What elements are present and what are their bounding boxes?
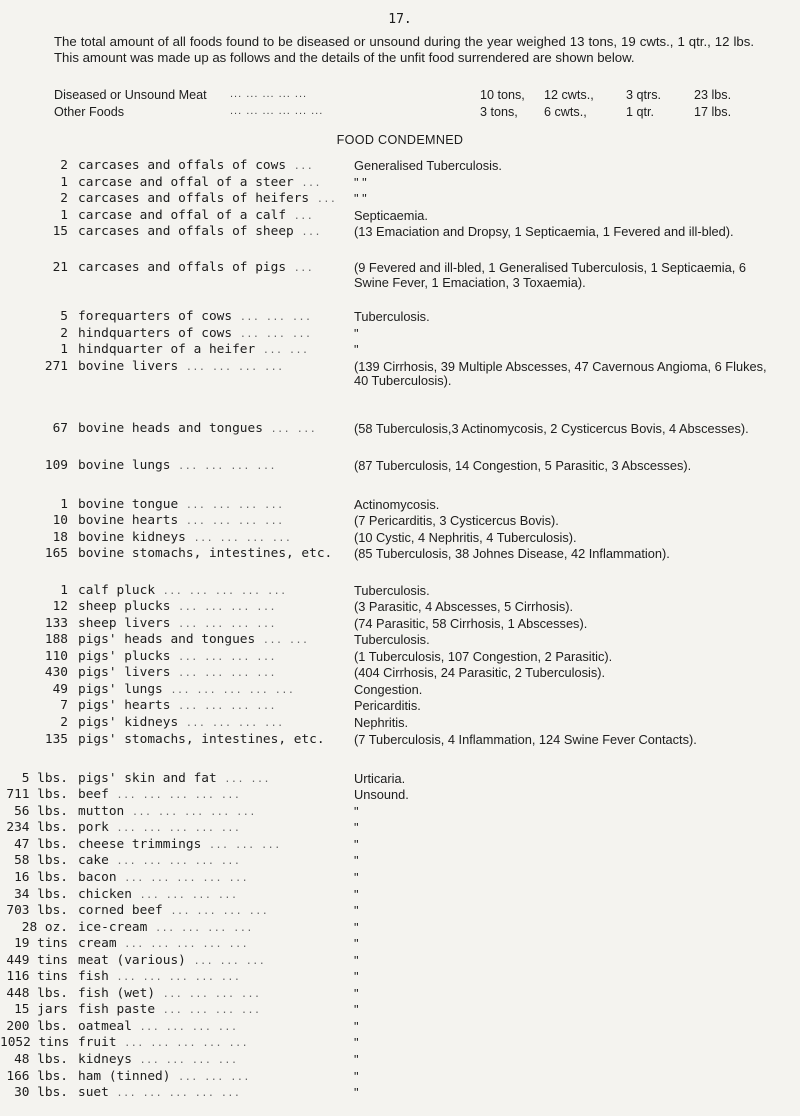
table-row [0,514,800,531]
item-label: mutton [78,803,125,819]
quantity-cell: 110 [44,648,68,664]
quantity-cell: 5 lbs. [21,770,68,786]
table-row [0,310,800,327]
item-label: carcases and offals of pigs [78,260,287,276]
quantity-cell: 116 tins [6,969,68,985]
cause-cell: (85 Tuberculosis, 38 Johnes Disease, 42 Inflammation). [354,546,670,562]
leader-dots: ... ... ... ... [155,922,253,934]
item-cell [78,854,328,870]
item-cell [78,772,328,788]
cause-cell: " [354,919,359,935]
table-row [0,716,800,733]
item-label: bovine heads and tongues [78,421,263,437]
summary-block [54,88,774,122]
quantity-cell: 109 [44,457,68,473]
item-label: ice-cream [78,919,148,935]
item-label: pigs' plucks [78,648,171,664]
table-row [0,261,800,310]
quantity-cell: 133 [44,615,68,631]
cause-cell: (7 Tuberculosis, 4 Inflammation, 124 Swine Fever Contacts). [354,731,697,747]
table-row [0,159,800,176]
item-cell [78,422,328,438]
cause-cell: " [354,1002,359,1018]
cause-cell: " " [354,191,367,207]
summary-qtrs: 1 qtr. [626,105,655,119]
section-title: FOOD CONDEMNED [336,133,464,147]
quantity-cell: 430 [44,665,68,681]
item-label: carcase and offal of a calf [78,207,287,223]
item-cell [78,970,328,986]
table-row [0,343,800,360]
leader-dots: ... [301,227,322,239]
quantity-cell: 1 [60,207,68,223]
item-cell [78,159,328,175]
cause-cell: (139 Cirrhosis, 39 Multiple Abscesses, 47 Cavernous Angioma, 6 Flukes, 40 Tuberculosis). [354,358,767,389]
summary-label: Other Foods [54,105,124,119]
table-row [0,531,800,548]
quantity-cell: 188 [44,632,68,648]
item-label: pigs' skin and fat [78,770,217,786]
summary-lbs: 17 lbs. [694,105,732,119]
quantity-cell: 2 [60,325,68,341]
quantity-cell: 16 lbs. [14,869,68,885]
table-row [0,633,800,650]
cause-cell: (9 Fevered and ill-bled, 1 Generalised Tuberculosis, 1 Septicaemia, 6 Swine Fever, 1 Emaciation, 3 Toxaemia). [354,260,746,291]
item-label: beef [78,787,109,803]
quantity-cell: 271 [44,358,68,374]
leader-dots: ... [293,161,314,172]
leader-dots: ... ... ... ... ... [162,585,287,597]
table-row [0,838,800,855]
item-cell [78,1070,328,1086]
item-cell [78,546,333,563]
item-label: cream [78,936,117,952]
item-cell [78,600,328,616]
leader-dots: ... ... ... ... [185,499,284,511]
item-label: calf pluck [78,582,156,598]
leader-dots: ... ... ... ... [162,988,261,1000]
leader-dots: ... [293,210,314,222]
leader-dots: ... ... ... ... [178,618,276,630]
item-label: fruit [78,1035,117,1051]
item-label: suet [78,1085,109,1101]
table-row [0,547,800,583]
item-cell [78,584,328,600]
intro-paragraph: The total amount of all foods found to be diseased or unsound during the year weighed 13 tons, 19 cwts., 1 qtr., 12 lbs. This amount was made up as follows and the details of the unfit food surrendered are shown below. [54,34,754,65]
item-cell [78,1003,328,1019]
leader-dots: ... ... ... ... ... [170,684,295,696]
item-cell [78,838,328,854]
item-cell [78,633,328,649]
quantity-cell: 2 [60,158,68,173]
quantity-cell: 1 [60,496,68,512]
cause-cell: " [354,1035,359,1051]
leader-dots: ... [301,177,322,189]
quantity-cell: 49 [52,681,68,697]
cause-cell: " [354,342,359,358]
item-cell [78,921,328,937]
table-row [0,666,800,683]
cause-cell: Nephritis. [354,714,409,730]
quantity-cell: 166 lbs. [6,1068,68,1084]
leader-dots: ... ... ... ... ... [131,806,256,818]
table-row [0,970,800,987]
leader-dots: ... ... ... ... ... [116,1088,241,1100]
leader-dots: ... ... ... [209,839,281,851]
table-row [0,871,800,888]
leader-dots: ... ... ... ... [185,361,284,373]
item-label: cake [78,853,109,869]
leader-dots: ... ... ... ... [170,906,269,918]
item-label: pigs' lungs [78,681,163,697]
quantity-cell: 1 [60,342,68,358]
leader-dots: ... ... ... ... ... [124,872,249,884]
item-cell [78,261,328,277]
cause-cell: (87 Tuberculosis, 14 Congestion, 5 Parasitic, 3 Abscesses). [354,457,692,473]
item-label: carcases and offals of cows [78,158,287,173]
quantity-cell: 200 lbs. [6,1018,68,1034]
quantity-cell: 15 [52,224,68,240]
quantity-cell: 15 jars [14,1002,68,1018]
leader-dots: ... ... ... ... [185,516,284,528]
summary-dots: ... ... ... ... ... [230,88,308,100]
cause-cell: " [354,325,359,341]
cause-cell: " [354,820,359,836]
item-label: fish [78,969,109,985]
table-row [0,360,800,423]
item-cell [78,209,328,225]
cause-cell: Congestion. [354,681,423,697]
leader-dots: ... ... ... ... ... [116,972,241,984]
cause-cell: " [354,869,359,885]
item-label: carcases and offals of heifers [78,191,310,207]
quantity-cell: 48 lbs. [14,1051,68,1067]
cause-cell: Tuberculosis. [354,582,430,598]
item-label: carcases and offals of sheep [78,224,294,240]
leader-dots: ... [316,194,337,206]
leader-dots: ... ... ... ... [139,1021,238,1033]
quantity-cell: 10 [52,513,68,529]
cause-cell: (74 Parasitic, 58 Cirrhosis, 1 Abscesses). [354,615,588,631]
cause-cell: " [354,853,359,869]
quantity-cell: 135 [44,731,68,747]
cause-cell: Unsound. [354,787,409,803]
quantity-cell: 703 lbs. [6,903,68,919]
quantity-cell: 449 tins [6,952,68,968]
quantity-cell: 2 [60,191,68,207]
item-label: bovine tongue [78,496,179,512]
table-row [0,209,800,226]
table-row [0,821,800,838]
item-label: pigs' stomachs, intestines, etc. [78,731,325,747]
leader-dots: ... [293,263,314,275]
summary-row-other [54,105,774,122]
item-cell [78,788,328,804]
cause-cell: " [354,886,359,902]
cause-cell: " [354,903,359,919]
item-cell [78,191,337,208]
leader-dots: ... ... ... ... [162,1005,261,1017]
cause-cell: " " [354,174,367,190]
table-row [0,954,800,971]
item-label: kidneys [78,1051,132,1067]
table-row [0,1020,800,1037]
leader-dots: ... ... [262,635,309,647]
item-cell [78,805,328,821]
leader-dots: ... ... ... ... [178,651,276,663]
summary-cwts: 12 cwts., [544,88,594,102]
leader-dots: ... ... ... ... ... [124,939,249,951]
item-cell [78,225,328,241]
item-cell [78,176,328,192]
item-cell [78,821,328,837]
item-label: pigs' livers [78,665,171,681]
cause-cell: (58 Tuberculosis,3 Actinomycosis, 2 Cysticercus Bovis, 4 Abscesses). [354,421,749,437]
cause-cell: " [354,1085,359,1101]
item-cell [78,514,328,530]
item-label: forequarters of cows [78,309,233,325]
table-row [0,904,800,921]
leader-dots: ... ... ... ... [178,602,276,614]
cause-cell: Tuberculosis. [354,309,430,325]
item-cell [78,498,328,514]
table-row [0,987,800,1004]
quantity-cell: 7 [60,698,68,714]
summary-label: Diseased or Unsound Meat [54,88,207,102]
leader-dots: ... ... ... ... ... [116,790,241,802]
quantity-cell: 58 lbs. [14,853,68,869]
summary-cwts: 6 cwts., [544,105,587,119]
quantity-cell: 1052 tins [0,1035,70,1051]
item-label: bovine stomachs, intestines, etc. [78,546,333,562]
table-row [0,600,800,617]
item-label: pigs' kidneys [78,714,179,730]
leader-dots: ... ... ... ... ... [124,1038,249,1050]
item-cell [78,343,328,359]
item-cell [78,954,328,970]
quantity-cell: 711 lbs. [6,787,68,803]
table-row [0,921,800,938]
table-row [0,772,800,789]
leader-dots: ... ... ... ... [178,460,276,472]
cause-cell: Actinomycosis. [354,496,440,512]
cause-cell: (13 Emaciation and Dropsy, 1 Septicaemia, 1 Fevered and ill-bled). [354,224,734,240]
leader-dots: ... ... ... [239,312,312,324]
table-row [0,854,800,871]
page-number: 17. [388,12,412,27]
item-label: bovine livers [78,358,179,374]
quantity-cell: 19 tins [14,936,68,952]
item-label: bacon [78,869,117,885]
cause-cell: Urticaria. [354,770,406,786]
item-label: chicken [78,886,132,902]
table-row [0,683,800,700]
item-cell [78,733,328,749]
item-cell [78,327,328,343]
cause-cell: " [354,1018,359,1034]
table-row [0,584,800,601]
table-row [0,1036,800,1053]
leader-dots: ... ... ... ... [178,701,276,713]
item-label: bovine lungs [78,457,171,473]
table-row [0,1053,800,1070]
cause-cell: " [354,836,359,852]
item-cell [78,716,328,732]
quantity-cell: 67 [52,421,68,437]
leader-dots: ... ... ... ... ... [116,856,241,868]
cause-cell: " [354,952,359,968]
quantity-cell: 28 oz. [21,919,68,935]
item-cell [78,871,328,887]
leader-dots: ... ... ... [178,1071,250,1083]
summary-tons: 10 tons, [480,88,525,102]
item-label: corned beef [78,903,163,919]
leader-dots: ... ... [270,424,317,436]
quantity-cell: 2 [60,714,68,730]
item-label: sheep plucks [78,599,171,615]
item-label: pork [78,820,109,836]
table-row [0,176,800,193]
table-row [0,1086,800,1103]
table-row [0,498,800,515]
item-cell [78,1020,328,1036]
item-label: sheep livers [78,615,171,631]
table-row [0,327,800,344]
item-label: fish (wet) [78,985,156,1001]
cause-cell: (3 Parasitic, 4 Abscesses, 5 Cirrhosis). [354,599,574,615]
cause-cell: " [354,1051,359,1067]
item-label: meat (various) [78,952,186,968]
leader-dots: ... ... ... ... [193,532,292,544]
cause-cell: Septicaemia. [354,207,428,223]
quantity-cell: 18 [52,529,68,545]
item-label: fish paste [78,1002,156,1018]
quantity-cell: 21 [52,260,68,276]
item-cell [78,531,328,547]
item-label: bovine kidneys [78,529,186,545]
table-row [0,225,800,261]
item-cell [78,617,328,633]
quantity-cell: 47 lbs. [14,836,68,852]
item-cell [78,360,328,376]
item-cell [78,888,328,904]
leader-dots: ... ... ... ... [139,1054,238,1066]
item-label: carcase and offal of a steer [78,174,294,190]
item-cell [78,1086,328,1102]
cause-cell: (7 Pericarditis, 3 Cysticercus Bovis). [354,513,559,529]
table-row [0,422,800,458]
cause-cell: Tuberculosis. [354,632,430,648]
table-row [0,1003,800,1020]
leader-dots: ... ... ... ... ... [116,823,241,835]
cause-cell: " [354,1068,359,1084]
cause-cell: Pericarditis. [354,698,421,714]
cause-cell: " [354,803,359,819]
item-label: cheese trimmings [78,836,202,852]
cause-cell: " [354,985,359,1001]
item-cell [78,987,328,1003]
quantity-cell: 34 lbs. [14,886,68,902]
item-label: hindquarters of cows [78,325,233,341]
quantity-cell: 448 lbs. [6,985,68,1001]
item-cell [78,1053,328,1069]
quantity-cell: 1 [60,174,68,190]
leader-dots: ... ... ... [239,328,312,340]
item-label: bovine hearts [78,513,179,529]
item-label: pigs' heads and tongues [78,632,256,648]
table-row [0,459,800,498]
item-cell [78,904,328,920]
item-label: ham (tinned) [78,1068,171,1084]
summary-dots: ... ... ... ... ... ... [230,105,324,117]
item-cell [78,459,328,475]
item-label: oatmeal [78,1018,132,1034]
cause-cell: " [354,969,359,985]
leader-dots: ... ... ... ... [185,717,284,729]
quantity-cell: 1 [60,582,68,598]
leader-dots: ... ... ... ... [139,889,238,901]
cause-cell: (1 Tuberculosis, 107 Congestion, 2 Parasitic). [354,648,613,664]
table-row [0,937,800,954]
table-row [0,699,800,716]
table-row [0,617,800,634]
leader-dots: ... ... [224,773,271,785]
item-cell [78,937,328,953]
item-cell [78,699,328,715]
cause-cell: Generalised Tuberculosis. [354,158,502,173]
table-row [0,888,800,905]
table-row [0,788,800,805]
quantity-cell: 5 [60,309,68,325]
table-row [0,192,800,209]
summary-row-meat [54,88,774,105]
food-condemned-table [0,159,800,1103]
item-cell [78,650,328,666]
quantity-cell: 56 lbs. [14,803,68,819]
item-cell [78,666,328,682]
summary-qtrs: 3 qtrs. [626,88,661,102]
leader-dots: ... ... ... [193,955,266,967]
quantity-cell: 234 lbs. [6,820,68,836]
cause-cell: " [354,936,359,952]
cause-cell: (404 Cirrhosis, 24 Parasitic, 2 Tuberculosis). [354,665,606,681]
item-cell [78,310,328,326]
table-row [0,1070,800,1087]
summary-tons: 3 tons, [480,105,518,119]
leader-dots: ... ... ... ... [178,668,276,680]
table-row [0,733,800,772]
leader-dots: ... ... [262,345,309,357]
table-row [0,650,800,667]
quantity-cell: 12 [52,599,68,615]
item-cell [78,683,328,699]
item-cell [78,1036,328,1052]
item-label: pigs' hearts [78,698,171,714]
quantity-cell: 30 lbs. [14,1085,68,1101]
table-row [0,805,800,822]
quantity-cell: 165 [44,546,68,562]
summary-lbs: 23 lbs. [694,88,732,102]
item-label: hindquarter of a heifer [78,342,256,358]
cause-cell: (10 Cystic, 4 Nephritis, 4 Tuberculosis). [354,529,577,545]
